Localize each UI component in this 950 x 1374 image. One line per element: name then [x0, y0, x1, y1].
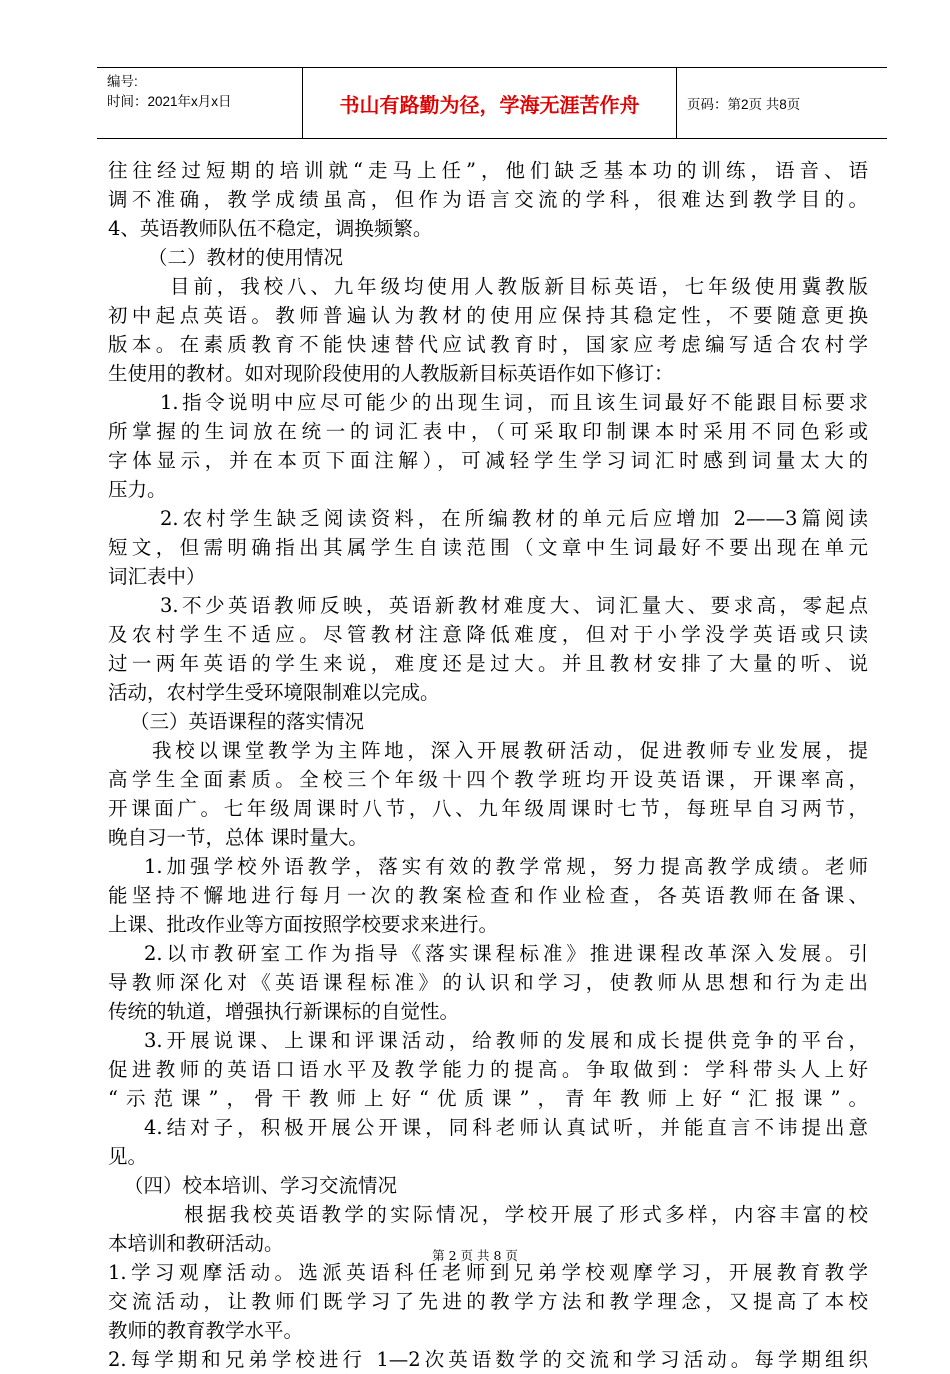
body-text-line: 初中起点英语。教师普遍认为教材的使用应保持其稳定性，不要随意更换 [108, 304, 868, 327]
header-meta [97, 68, 302, 138]
body-text-line: 本培训和教研活动。 [108, 1232, 284, 1255]
body-text-line: 4.结对子，积极开展公开课，同科老师认真试听，并能直言不讳提出意 [144, 1116, 868, 1139]
body-text-line: 根据我校英语教学的实际情况，学校开展了形式多样，内容丰富的校 [184, 1203, 868, 1226]
body-text-line: 活动，农村学生受环境限制难以完成。 [108, 681, 440, 704]
body-text-line: 2.农村学生缺乏阅读资料，在所编教材的单元后应增加 2——3篇阅读 [160, 507, 868, 530]
body-text-line: （三）英语课程的落实情况 [130, 710, 365, 733]
page-footer: 第 2 页 共 8 页 [432, 1248, 518, 1263]
body-text-line: 过一两年英语的学生来说，难度还是过大。并且教材安排了大量的听、说 [108, 652, 868, 675]
body-text-line: 往往经过短期的培训就“走马上任”，他们缺乏基本功的训练，语音、语 [108, 159, 868, 182]
body-text-line: 压力。 [108, 478, 167, 501]
page-header [97, 67, 887, 139]
body-text-line: 词汇表中） [108, 565, 206, 588]
body-text-line: 生使用的教材。如对现阶段使用的人教版新目标英语作如下修订： [108, 362, 674, 385]
body-text-line: 字体显示，并在本页下面注解），可减轻学生学习词汇时感到词量太大的 [108, 449, 868, 472]
body-text-line: （二）教材的使用情况 [148, 246, 344, 269]
body-text-line: 短文，但需明确指出其属学生自读范围（文章中生词最好不要出现在单元 [108, 536, 868, 559]
body-text-line: 交流活动，让教师们既学习了先进的教学方法和教学理念，又提高了本校 [108, 1290, 868, 1313]
document-number-label: 编号: [107, 74, 138, 89]
body-text-line: 1.指令说明中应尽可能少的出现生词，而且该生词最好不能跟目标要求 [160, 391, 868, 414]
body-text-line: 2.每学期和兄弟学校进行 1—2次英语数学的交流和学习活动。每学期组织 [108, 1348, 868, 1371]
body-text-line: 目前，我校八、九年级均使用人教版新目标英语，七年级使用冀教版 [170, 275, 868, 298]
body-text-line: “示范课”，骨干教师上好“优质课”，青年教师上好“汇报课”。 [108, 1087, 868, 1110]
document-body [108, 156, 868, 1374]
header-page-info: 页码：第2页 共8页 [687, 97, 801, 112]
header-motto: 书山有路勤为径，学海无涯苦作舟 [302, 68, 677, 138]
body-text-line: 4、英语教师队伍不稳定，调换频繁。 [108, 217, 433, 240]
body-text-line: 及农村学生不适应。尽管教材注意降低难度，但对于小学没学英语或只读 [108, 623, 868, 646]
body-text-line: （四）校本培训、学习交流情况 [124, 1174, 398, 1197]
body-text-line: 1.加强学校外语教学，落实有效的教学常规，努力提高教学成绩。老师 [144, 855, 868, 878]
body-text-line: 见。 [108, 1145, 148, 1168]
body-text-line: 上课、批改作业等方面按照学校要求来进行。 [108, 913, 499, 936]
body-text-line: 导教师深化对《英语课程标准》的认识和学习，使教师从思想和行为走出 [108, 971, 868, 994]
body-text-line: 3.开展说课、上课和评课活动，给教师的发展和成长提供竞争的平台， [144, 1029, 868, 1052]
body-text-line: 传统的轨道，增强执行新课标的自觉性。 [108, 1000, 460, 1023]
document-time-label: 时间：2021年x月x日 [107, 94, 232, 109]
body-text-line: 促进教师的英语口语水平及教学能力的提高。争取做到：学科带头人上好 [108, 1058, 868, 1081]
body-text-line: 所掌握的生词放在统一的词汇表中，（可采取印制课本时采用不同色彩或 [108, 420, 868, 443]
body-text-line: 能坚持不懈地进行每月一次的教案检查和作业检查，各英语教师在备课、 [108, 884, 868, 907]
body-text-line: 高学生全面素质。全校三个年级十四个教学班均开设英语课，开课率高， [108, 768, 868, 791]
body-text-line: 1.学习观摩活动。选派英语科任老师到兄弟学校观摩学习，开展教育教学 [108, 1261, 868, 1284]
body-text-line: 我校以课堂教学为主阵地，深入开展教研活动，促进教师专业发展，提 [152, 739, 868, 762]
body-text-line: 3.不少英语教师反映，英语新教材难度大、词汇量大、要求高，零起点 [160, 594, 868, 617]
body-text-line: 2.以市教研室工作为指导《落实课程标准》推进课程改革深入发展。引 [144, 942, 868, 965]
body-text-line: 版本。在素质教育不能快速替代应试教育时，国家应考虑编写适合农村学 [108, 333, 868, 356]
body-text-line: 开课面广。七年级周课时八节，八、九年级周课时七节，每班早自习两节， [108, 797, 868, 820]
body-text-line: 教师的教育教学水平。 [108, 1319, 304, 1342]
body-text-line: 晚自习一节，总体 课时量大。 [108, 826, 368, 849]
body-text-line: 调不准确，教学成绩虽高，但作为语言交流的学科，很难达到教学目的。 [108, 188, 868, 211]
